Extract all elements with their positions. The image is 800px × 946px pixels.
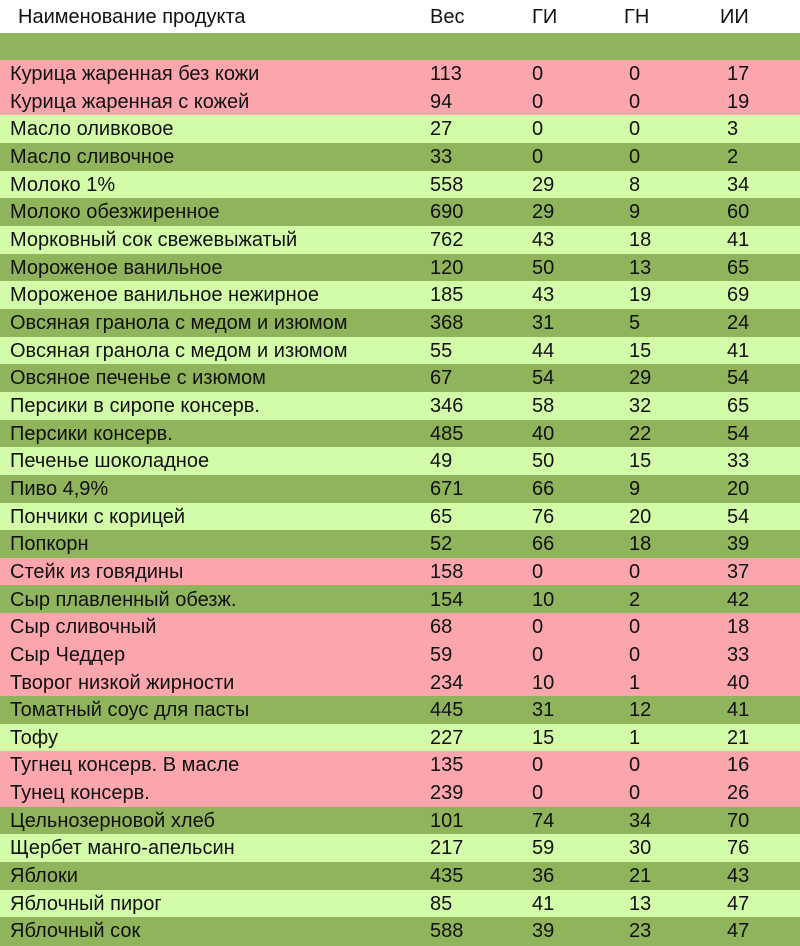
- cell-gn: 13: [629, 892, 652, 915]
- cell-gi: 0: [532, 146, 544, 169]
- cell-weight: 59: [430, 643, 453, 666]
- cell-gn: 5: [629, 311, 641, 334]
- cell-gi: 66: [532, 533, 555, 556]
- cell-gi: 43: [532, 284, 555, 307]
- table-row: [0, 171, 800, 199]
- header-weight: Вес: [430, 5, 465, 28]
- cell-name: Овсяное печенье с изюмом: [10, 367, 266, 390]
- cell-name: Яблочный пирог: [10, 892, 162, 915]
- cell-weight: 445: [430, 699, 464, 722]
- table-row: [0, 641, 800, 669]
- cell-weight: 435: [430, 865, 464, 888]
- cell-name: Тугнец консерв. В масле: [10, 754, 240, 777]
- cell-gi: 0: [532, 754, 544, 777]
- cell-ii: 54: [727, 367, 750, 390]
- cell-ii: 41: [727, 229, 750, 252]
- cell-weight: 27: [430, 118, 453, 141]
- table-row: [0, 226, 800, 254]
- cell-ii: 2: [727, 146, 739, 169]
- cell-ii: 17: [727, 63, 750, 86]
- cell-gi: 50: [532, 450, 555, 473]
- cell-weight: 120: [430, 256, 464, 279]
- cell-ii: 37: [727, 560, 750, 583]
- cell-ii: 16: [727, 754, 750, 777]
- cell-name: Мороженое ванильное: [10, 256, 223, 279]
- cell-gi: 0: [532, 63, 544, 86]
- cell-gi: 31: [532, 311, 555, 334]
- cell-name: Творог низкой жирности: [10, 671, 235, 694]
- cell-ii: 42: [727, 588, 750, 611]
- cell-gi: 76: [532, 505, 555, 528]
- cell-gi: 10: [532, 671, 555, 694]
- cell-name: Щербет манго-апельсин: [10, 837, 235, 860]
- table-row: [0, 60, 800, 88]
- cell-name: Молоко 1%: [10, 173, 116, 196]
- cell-gi: 31: [532, 699, 555, 722]
- cell-name: Цельнозерновой хлеб: [10, 809, 215, 832]
- cell-gi: 0: [532, 616, 544, 639]
- cell-weight: 346: [430, 394, 464, 417]
- table-row: [0, 779, 800, 807]
- cell-gn: 32: [629, 394, 652, 417]
- cell-weight: 55: [430, 339, 453, 362]
- cell-gi: 44: [532, 339, 555, 362]
- cell-name: Сыр сливочный: [10, 616, 157, 639]
- cell-name: Масло сливочное: [10, 146, 175, 169]
- cell-name: Стейк из говядины: [10, 560, 184, 583]
- cell-weight: 671: [430, 477, 464, 500]
- cell-ii: 43: [727, 865, 750, 888]
- cell-name: Томатный соус для пасты: [10, 699, 250, 722]
- cell-ii: 33: [727, 643, 750, 666]
- cell-name: Тофу: [10, 726, 59, 749]
- cell-ii: 65: [727, 394, 750, 417]
- cell-gn: 20: [629, 505, 652, 528]
- cell-weight: 217: [430, 837, 464, 860]
- cell-gi: 0: [532, 643, 544, 666]
- cell-gi: 66: [532, 477, 555, 500]
- cell-weight: 368: [430, 311, 464, 334]
- cell-gn: 21: [629, 865, 652, 888]
- cell-gi: 29: [532, 173, 555, 196]
- cell-name: Молоко обезжиренное: [10, 201, 220, 224]
- cell-ii: 19: [727, 90, 750, 113]
- cell-gn: 0: [629, 643, 641, 666]
- cell-weight: 234: [430, 671, 464, 694]
- cell-gn: 15: [629, 450, 652, 473]
- cell-gi: 54: [532, 367, 555, 390]
- cell-gn: 0: [629, 118, 641, 141]
- cell-name: Сыр Чеддер: [10, 643, 126, 666]
- table-row: [0, 724, 800, 752]
- cell-name: Курица жаренная без кожи: [10, 63, 260, 86]
- cell-ii: 40: [727, 671, 750, 694]
- cell-ii: 24: [727, 311, 750, 334]
- table-row: [0, 585, 800, 613]
- cell-name: Тунец консерв.: [10, 782, 150, 805]
- table-row: [0, 696, 800, 724]
- cell-weight: 135: [430, 754, 464, 777]
- cell-weight: 113: [430, 63, 462, 86]
- cell-gn: 9: [629, 477, 641, 500]
- header-divider-band: [0, 33, 800, 60]
- cell-weight: 185: [430, 284, 464, 307]
- table-row: [0, 807, 800, 835]
- cell-ii: 3: [727, 118, 739, 141]
- cell-weight: 67: [430, 367, 453, 390]
- table-row: [0, 558, 800, 586]
- cell-name: Персики в сиропе консерв.: [10, 394, 260, 417]
- cell-weight: 101: [430, 809, 464, 832]
- cell-gn: 9: [629, 201, 641, 224]
- cell-gn: 2: [629, 588, 641, 611]
- table-row: [0, 115, 800, 143]
- table-row: [0, 88, 800, 116]
- cell-gi: 59: [532, 837, 555, 860]
- cell-ii: 41: [727, 699, 750, 722]
- cell-gi: 39: [532, 920, 555, 943]
- cell-gn: 29: [629, 367, 652, 390]
- cell-name: Попкорн: [10, 533, 89, 556]
- cell-weight: 762: [430, 229, 464, 252]
- cell-gn: 1: [629, 671, 641, 694]
- header-name: Наименование продукта: [18, 5, 246, 28]
- cell-ii: 65: [727, 256, 750, 279]
- cell-weight: 33: [430, 146, 453, 169]
- cell-gn: 0: [629, 616, 641, 639]
- table-row: [0, 447, 800, 475]
- cell-ii: 18: [727, 616, 750, 639]
- cell-name: Пиво 4,9%: [10, 477, 109, 500]
- cell-name: Курица жаренная с кожей: [10, 90, 250, 113]
- cell-gn: 15: [629, 339, 652, 362]
- table-row: [0, 890, 800, 918]
- cell-weight: 154: [430, 588, 464, 611]
- table-row: [0, 198, 800, 226]
- cell-gn: 0: [629, 146, 641, 169]
- cell-ii: 69: [727, 284, 750, 307]
- cell-gn: 0: [629, 754, 641, 777]
- cell-name: Яблочный сок: [10, 920, 141, 943]
- table-row: [0, 281, 800, 309]
- table-row: [0, 530, 800, 558]
- cell-weight: 49: [430, 450, 453, 473]
- cell-gi: 0: [532, 782, 544, 805]
- cell-gn: 18: [629, 229, 652, 252]
- cell-gi: 41: [532, 892, 555, 915]
- cell-gi: 29: [532, 201, 555, 224]
- cell-gi: 58: [532, 394, 555, 417]
- cell-weight: 690: [430, 201, 464, 224]
- cell-gi: 10: [532, 588, 555, 611]
- cell-name: Морковный сок свежевыжатый: [10, 229, 298, 252]
- cell-weight: 85: [430, 892, 453, 915]
- cell-weight: 239: [430, 782, 464, 805]
- table-row: [0, 337, 800, 365]
- cell-gn: 0: [629, 63, 641, 86]
- cell-gn: 23: [629, 920, 652, 943]
- cell-gn: 1: [629, 726, 641, 749]
- cell-ii: 54: [727, 422, 750, 445]
- cell-weight: 158: [430, 560, 464, 583]
- cell-gn: 12: [629, 699, 652, 722]
- cell-gi: 40: [532, 422, 555, 445]
- cell-gi: 43: [532, 229, 555, 252]
- cell-weight: 52: [430, 533, 453, 556]
- table-row: [0, 392, 800, 420]
- cell-ii: 20: [727, 477, 750, 500]
- cell-name: Сыр плавленный обезж.: [10, 588, 237, 611]
- cell-gi: 15: [532, 726, 555, 749]
- cell-gi: 0: [532, 118, 544, 141]
- cell-ii: 47: [727, 892, 750, 915]
- table-row: [0, 309, 800, 337]
- cell-gi: 50: [532, 256, 555, 279]
- cell-gn: 0: [629, 782, 641, 805]
- cell-name: Печенье шоколадное: [10, 450, 210, 473]
- table-row: [0, 254, 800, 282]
- cell-ii: 21: [727, 726, 750, 749]
- table-row: [0, 143, 800, 171]
- cell-weight: 485: [430, 422, 464, 445]
- header-gi: ГИ: [532, 5, 558, 28]
- table-row: [0, 503, 800, 531]
- table-row: [0, 475, 800, 503]
- cell-ii: 76: [727, 837, 750, 860]
- table-header: [0, 0, 800, 33]
- cell-gi: 0: [532, 90, 544, 113]
- table-row: [0, 420, 800, 448]
- table-row: [0, 862, 800, 890]
- cell-weight: 94: [430, 90, 453, 113]
- cell-name: Мороженое ванильное нежирное: [10, 284, 319, 307]
- table-row: [0, 917, 800, 945]
- cell-name: Масло оливковое: [10, 118, 174, 141]
- cell-gn: 18: [629, 533, 652, 556]
- cell-ii: 60: [727, 201, 750, 224]
- cell-gn: 0: [629, 90, 641, 113]
- cell-weight: 588: [430, 920, 464, 943]
- cell-ii: 54: [727, 505, 750, 528]
- header-ii: ИИ: [720, 5, 749, 28]
- cell-gn: 22: [629, 422, 652, 445]
- cell-ii: 34: [727, 173, 750, 196]
- cell-gn: 19: [629, 284, 652, 307]
- cell-name: Пончики с корицей: [10, 505, 186, 528]
- cell-name: Персики консерв.: [10, 422, 173, 445]
- cell-ii: 70: [727, 809, 750, 832]
- cell-weight: 558: [430, 173, 464, 196]
- cell-weight: 227: [430, 726, 464, 749]
- cell-gi: 0: [532, 560, 544, 583]
- cell-gi: 74: [532, 809, 555, 832]
- cell-name: Овсяная гранола с медом и изюмом: [10, 339, 348, 362]
- cell-gn: 0: [629, 560, 641, 583]
- cell-ii: 47: [727, 920, 750, 943]
- cell-gi: 36: [532, 865, 555, 888]
- table-row: [0, 751, 800, 779]
- cell-gn: 8: [629, 173, 641, 196]
- cell-name: Овсяная гранола с медом и изюмом: [10, 311, 348, 334]
- cell-ii: 26: [727, 782, 750, 805]
- table-row: [0, 668, 800, 696]
- cell-weight: 65: [430, 505, 453, 528]
- header-gn: ГН: [624, 5, 650, 28]
- cell-name: Яблоки: [10, 865, 78, 888]
- cell-ii: 41: [727, 339, 750, 362]
- cell-gn: 13: [629, 256, 652, 279]
- cell-ii: 33: [727, 450, 750, 473]
- cell-gn: 30: [629, 837, 652, 860]
- table-row: [0, 364, 800, 392]
- cell-gn: 34: [629, 809, 652, 832]
- table-row: [0, 834, 800, 862]
- cell-ii: 39: [727, 533, 750, 556]
- cell-weight: 68: [430, 616, 453, 639]
- table-row: [0, 613, 800, 641]
